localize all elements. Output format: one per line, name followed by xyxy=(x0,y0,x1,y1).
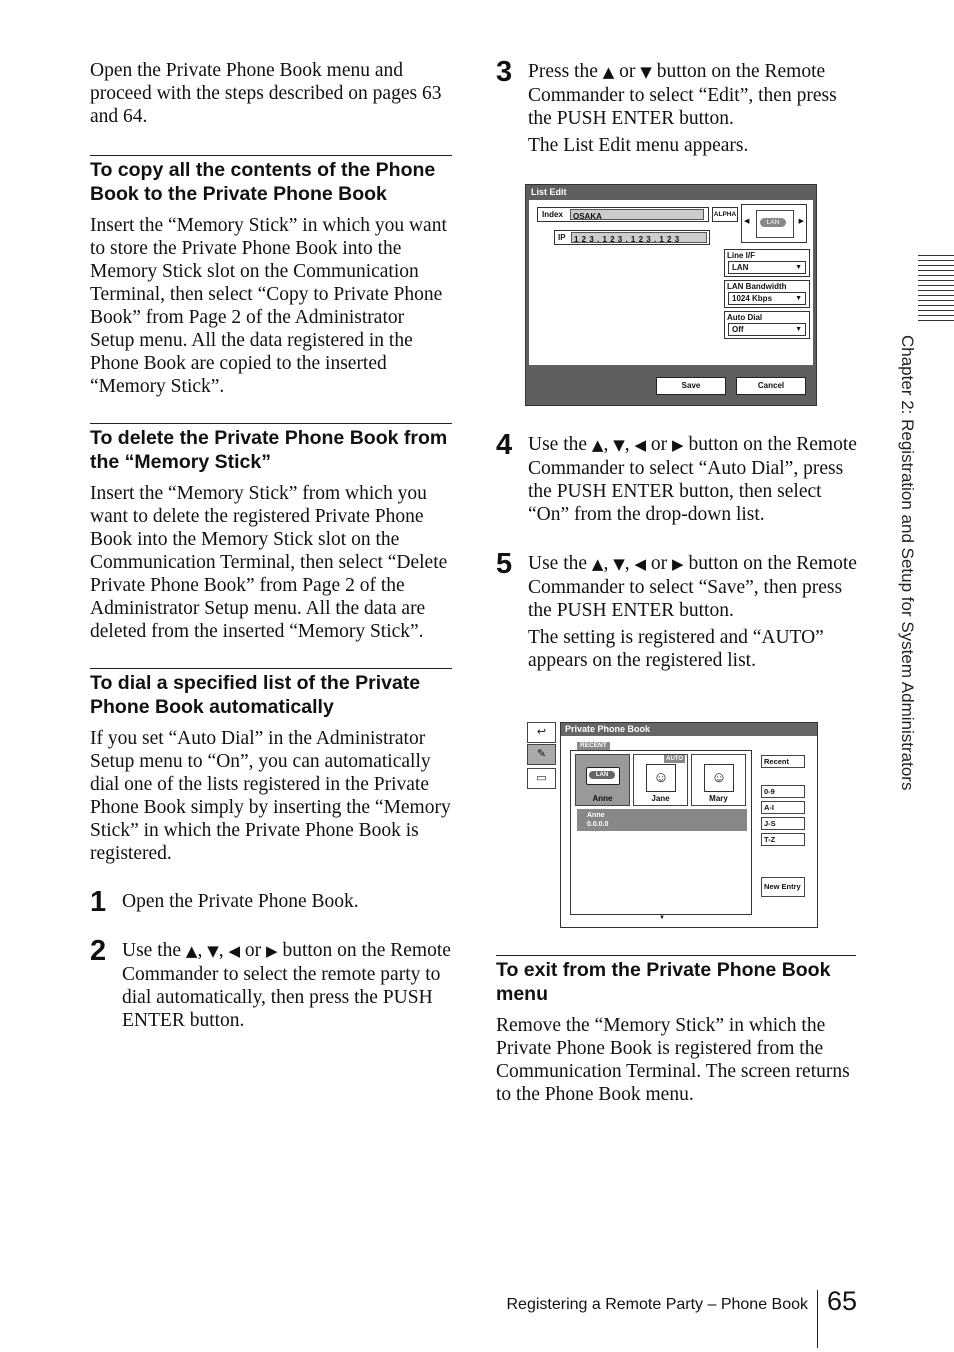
line-if-label: Line I/F xyxy=(727,251,755,260)
step-text: Use the ▲, ▼, ◀ or ▶ button on the Remote Commander to select “Save”, then press the PUSH ENTER button. xyxy=(528,553,857,621)
lan-badge: LAN xyxy=(760,218,786,227)
private-phone-book-screen xyxy=(560,722,818,928)
book-icon[interactable]: ▭ xyxy=(527,768,556,789)
entry-card-jane[interactable] xyxy=(633,754,688,806)
auto-dial-group xyxy=(724,311,810,339)
right-arrow-icon: ▶ xyxy=(672,555,684,573)
right-column-steps xyxy=(496,429,858,672)
intro-paragraph: Open the Private Phone Book menu and proceed with the steps described on pages 63 and 64. xyxy=(90,60,442,127)
step-2 xyxy=(90,935,452,1032)
left-arrow-icon: ◀ xyxy=(634,555,647,573)
footer-divider xyxy=(817,1290,818,1348)
delete-heading: To delete the Private Phone Book from the “Memory Stick” xyxy=(90,423,452,474)
right-arrow-icon[interactable]: ▶ xyxy=(798,218,804,225)
selected-name: Anne xyxy=(587,812,605,819)
index-field[interactable] xyxy=(537,207,709,222)
step-3 xyxy=(496,56,858,157)
exit-section xyxy=(496,955,856,1106)
card-name: Jane xyxy=(651,794,670,803)
person-icon: ☺ xyxy=(704,764,734,792)
right-arrow-icon: ▶ xyxy=(266,942,278,960)
cancel-button[interactable]: Cancel xyxy=(736,377,806,395)
down-arrow-icon: ▼ xyxy=(613,555,625,573)
list-edit-screen xyxy=(525,184,817,406)
lan-bandwidth-dropdown[interactable]: 1024 Kbps ▼ xyxy=(728,292,806,305)
recent-button[interactable]: Recent xyxy=(761,755,805,768)
up-arrow-icon: ▲ xyxy=(591,555,604,573)
line-type-selector[interactable] xyxy=(741,204,807,243)
left-arrow-icon: ◀ xyxy=(228,942,241,960)
right-column-top xyxy=(496,56,858,157)
lan-bandwidth-group xyxy=(724,280,810,308)
line-if-dropdown[interactable]: LAN ▼ xyxy=(728,261,806,274)
chevron-down-icon: ▼ xyxy=(795,295,802,302)
person-icon: ☺ xyxy=(646,764,676,792)
line-if-group xyxy=(724,249,810,277)
right-arrow-icon: ▶ xyxy=(672,436,684,454)
ip-field[interactable] xyxy=(554,230,710,245)
left-arrow-icon[interactable]: ◀ xyxy=(744,218,750,225)
step-5 xyxy=(496,548,858,672)
range-j-s-button[interactable]: J-S xyxy=(761,817,805,830)
up-arrow-icon: ▲ xyxy=(591,436,604,454)
up-arrow-icon: ▲ xyxy=(602,63,615,81)
chevron-down-icon: ▼ xyxy=(795,264,802,271)
down-arrow-icon: ▼ xyxy=(207,942,219,960)
scroll-down-icon[interactable]: ▼ xyxy=(659,915,665,921)
step-note: The List Edit menu appears. xyxy=(528,135,749,156)
step-number: 5 xyxy=(496,548,513,580)
chapter-tab-stripes xyxy=(918,255,954,321)
dial-body: If you set “Auto Dial” in the Administrator Setup menu to “On”, you can automatically dial one of the lists registered in the Private Phone Book simply by inserting the “Memory Stick” in which the Private Phone Book is registered. xyxy=(90,728,451,864)
footer-title: Registering a Remote Party – Phone Book xyxy=(506,1296,808,1313)
index-label: Index xyxy=(542,210,563,219)
ip-label: IP xyxy=(558,233,566,242)
copy-heading: To copy all the contents of the Phone Book to the Private Phone Book xyxy=(90,155,452,206)
left-arrow-icon: ◀ xyxy=(634,436,647,454)
selected-ip: 0.0.0.0 xyxy=(587,821,609,828)
auto-tag: AUTO xyxy=(666,756,683,762)
step-text: Use the ▲, ▼, ◀ or ▶ button on the Remote Commander to select the remote party to dial automatically, then press the PUSH ENTER button. xyxy=(122,940,451,1031)
copy-body: Insert the “Memory Stick” in which you want to store the Private Phone Book into the Memory Stick slot on the Communication Terminal, then select “Copy to Private Phone Book” from Page 2 of the Administrator Setup menu. All the data registered in the Phone Book are copied to the inserted “Memory Stick”. xyxy=(90,215,447,397)
down-arrow-icon: ▼ xyxy=(613,436,625,454)
range-0-9-button[interactable]: 0-9 xyxy=(761,785,805,798)
step-text: Press the ▲ or ▼ button on the Remote Commander to select “Edit”, then press the PUSH ENTER button. xyxy=(528,61,837,129)
step-4 xyxy=(496,429,858,526)
step-number: 4 xyxy=(496,429,513,461)
range-a-i-button[interactable]: A-I xyxy=(761,801,805,814)
down-arrow-icon: ▼ xyxy=(640,63,652,81)
lan-badge: LAN xyxy=(589,771,615,779)
step-text: Use the ▲, ▼, ◀ or ▶ button on the Remote Commander to select “Auto Dial”, press the PUSH ENTER button, then select “On” from the drop-down list. xyxy=(528,434,857,525)
back-icon[interactable]: ↩ xyxy=(527,722,556,743)
auto-dial-dropdown[interactable]: Off ▼ xyxy=(728,323,806,336)
auto-dial-label: Auto Dial xyxy=(727,313,763,322)
card-name: Anne xyxy=(592,794,613,803)
step-text: Open the Private Phone Book. xyxy=(122,891,359,912)
save-button[interactable]: Save xyxy=(656,377,726,395)
chevron-down-icon: ▼ xyxy=(795,326,802,333)
ppb-title: Private Phone Book xyxy=(561,723,817,736)
list-edit-panel xyxy=(529,200,813,365)
entry-card-anne[interactable] xyxy=(575,754,630,806)
recent-tag: RECENT xyxy=(577,742,610,750)
edit-icon[interactable]: ✎ xyxy=(527,744,556,765)
page-number: 65 xyxy=(827,1286,858,1316)
new-entry-button[interactable]: New Entry xyxy=(761,877,805,897)
exit-heading: To exit from the Private Phone Book menu xyxy=(496,955,856,1006)
step-number: 1 xyxy=(90,886,107,918)
entry-card-mary[interactable] xyxy=(691,754,746,806)
selected-entry-info xyxy=(577,809,747,831)
entry-list xyxy=(570,750,752,915)
chapter-side-label: Chapter 2: Registration and Setup for System Administrators xyxy=(898,335,917,791)
card-name: Mary xyxy=(709,794,728,803)
alpha-button[interactable]: ALPHA xyxy=(712,207,738,222)
range-t-z-button[interactable]: T-Z xyxy=(761,833,805,846)
index-input[interactable]: OSAKA xyxy=(570,209,704,220)
step-number: 2 xyxy=(90,935,107,967)
delete-body: Insert the “Memory Stick” from which you want to delete the registered Private Phone Book into the Memory Stick slot on the Communication Terminal, then select “Delete Private Phone Book” from Page 2 of the Administrator Setup menu. All the data are deleted from the inserted “Memory Stick”. xyxy=(90,483,448,642)
dial-heading: To dial a specified list of the Private Phone Book automatically xyxy=(90,668,452,719)
ip-input[interactable]: 1 2 3 . 1 2 3 . 1 2 3 . 1 2 3 xyxy=(571,232,707,243)
step-number: 3 xyxy=(496,56,513,88)
list-edit-title: List Edit xyxy=(531,187,567,197)
up-arrow-icon: ▲ xyxy=(185,942,198,960)
lan-bandwidth-label: LAN Bandwidth xyxy=(727,282,787,291)
step-note: The setting is registered and “AUTO” appears on the registered list. xyxy=(528,627,824,671)
left-column xyxy=(90,59,452,1032)
step-1 xyxy=(90,886,452,918)
exit-body: Remove the “Memory Stick” in which the Private Phone Book is registered from the Communication Terminal. The screen returns to the Phone Book menu. xyxy=(496,1015,850,1105)
